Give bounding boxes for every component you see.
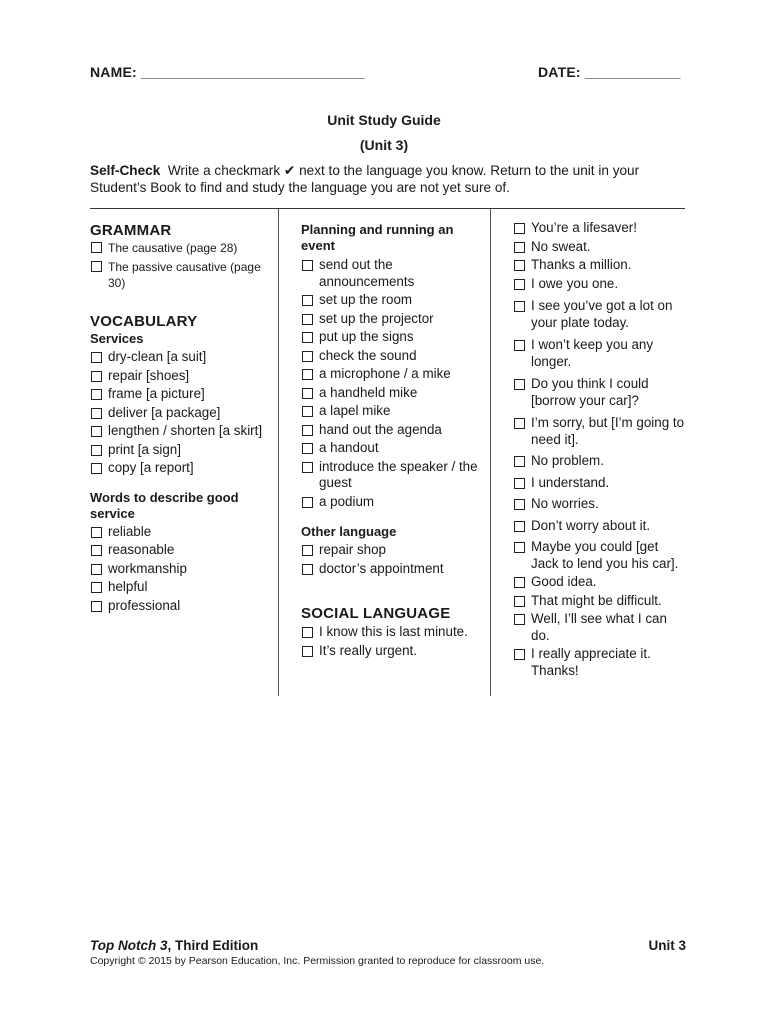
checkbox-icon[interactable] [302,627,313,638]
checklist-item [513,574,688,591]
services-heading: Services [90,331,144,346]
checklist-item [301,624,481,641]
footer-book-title [90,938,258,953]
checkbox-icon[interactable] [91,527,102,538]
checklist-item [90,386,270,403]
checklist-item-text: Maybe you could [get Jack to lend you his car]. [531,539,679,571]
checklist-item-text: print [a sign] [108,441,181,457]
checkbox-icon[interactable] [91,582,102,593]
column-grammar-vocabulary [90,220,270,616]
checklist-item [513,518,688,535]
checkbox-icon[interactable] [514,521,525,532]
checklist-item [90,460,270,477]
checkbox-icon[interactable] [91,242,102,253]
checklist-item-text: I see you’ve got a lot on your plate today. [531,298,673,330]
checklist-item [301,403,481,420]
column-planning-social [301,220,481,661]
social-language-heading: SOCIAL LANGUAGE [301,605,451,622]
checklist-item-text: It’s really urgent. [319,642,417,658]
checkbox-icon[interactable] [91,352,102,363]
checklist-item-text: repair [shoes] [108,367,190,383]
words-list [90,524,270,615]
checkbox-icon[interactable] [514,260,525,271]
checkbox-icon[interactable] [514,418,525,429]
checklist-item [90,598,270,615]
book-title: Top Notch 3 [90,938,168,953]
checklist-item [301,329,481,346]
other-language-list [301,542,481,577]
checkbox-icon[interactable] [302,497,313,508]
checklist-item [513,539,688,572]
checkbox-icon[interactable] [91,445,102,456]
checkbox-icon[interactable] [91,261,102,272]
checklist-item-text: Well, I’ll see what I can do. [531,611,667,643]
checklist-item-text: a microphone / a mike [319,366,451,381]
checklist-item-text: The causative (page 28) [108,241,238,255]
checklist-item [301,494,481,511]
checkbox-icon[interactable] [302,564,313,575]
checklist-item [90,423,270,440]
grammar-list [90,240,270,291]
checklist-item-text: introduce the speaker / the guest [319,458,478,490]
checklist-item [90,349,270,366]
footer-unit: Unit 3 [648,938,686,953]
checklist-item [90,524,270,541]
checklist-item-text: I know this is last minute. [319,624,468,639]
checklist-item-text: I really appreciate it. Thanks! [531,646,651,678]
checklist-item-text: Good idea. [531,574,597,589]
checkbox-icon[interactable] [302,332,313,343]
checklist-item-text: copy [a report] [108,460,194,475]
checklist-item-text: Do you think I could [borrow your car]? [531,376,649,408]
checklist-item-text: deliver [a package] [108,404,221,420]
checkbox-icon[interactable] [302,388,313,399]
services-list [90,349,270,477]
checklist-item-text: put up the signs [319,329,414,344]
checklist-item-text: doctor’s appointment [319,560,444,576]
checkbox-icon[interactable] [302,462,313,473]
checklist-item [513,376,688,409]
checkbox-icon[interactable] [514,542,525,553]
checklist-item [301,459,481,492]
grammar-heading: GRAMMAR [90,222,172,239]
checklist-item [301,348,481,365]
checklist-item-text: a lapel mike [319,403,391,418]
checklist-item-text: hand out the agenda [319,421,442,437]
vocabulary-heading: VOCABULARY [90,313,198,330]
checklist-item-text: No worries. [531,496,599,511]
checkbox-icon[interactable] [514,456,525,467]
checklist-item-text: a handheld mike [319,384,418,400]
checklist-item-text: set up the room [319,292,413,307]
checklist-item-text: repair shop [319,542,386,557]
checkbox-icon[interactable] [302,545,313,556]
checklist-item [90,561,270,578]
checkbox-icon[interactable] [514,279,525,290]
checklist-item-text: frame [a picture] [108,386,205,401]
unit-subtitle: (Unit 3) [359,137,409,153]
checklist-item [513,415,688,448]
checkbox-icon[interactable] [302,406,313,417]
checkbox-icon[interactable] [514,499,525,510]
checklist-item [90,405,270,422]
other-language-heading: Other language [301,524,397,539]
column-divider-2 [490,209,491,696]
self-check-text: Write a checkmark ✔ next to the language you know. Return to the unit in your Student’s Book to find and study the language you are not yet sure of. [90,163,640,195]
checklist-item [301,366,481,383]
checklist-item [301,561,481,578]
checklist-item [90,579,270,596]
checkbox-icon[interactable] [514,577,525,588]
checkbox-icon[interactable] [302,425,313,436]
checkbox-icon[interactable] [91,601,102,612]
checklist-item [301,257,481,290]
checklist-item [301,440,481,457]
checkbox-icon[interactable] [91,545,102,556]
checklist-item-text: I understand. [531,474,610,490]
checklist-item [301,311,481,328]
checkbox-icon[interactable] [302,443,313,454]
checklist-item-text: You’re a lifesaver! [531,220,637,235]
checkbox-icon[interactable] [91,371,102,382]
checklist-item-text: That might be difficult. [531,592,662,608]
checklist-item [90,368,270,385]
name-field-label: NAME: ____________________________ [90,64,365,80]
checklist-item-text: Thanks a million. [531,257,632,272]
checklist-item [513,611,688,644]
copyright-notice: Copyright © 2015 by Pearson Education, Inc. Permission granted to reproduce for classroom use. [90,955,545,967]
checkbox-icon[interactable] [91,463,102,474]
checklist-item-text: professional [108,597,181,613]
checkbox-icon[interactable] [302,295,313,306]
checklist-item [301,292,481,309]
checklist-item [513,646,688,679]
checkbox-icon[interactable] [514,242,525,253]
checklist-item [90,240,270,256]
checklist-item [513,276,688,293]
horizontal-rule [90,208,685,209]
checkbox-icon[interactable] [514,301,525,312]
checkbox-icon[interactable] [514,340,525,351]
checkbox-icon[interactable] [91,426,102,437]
checklist-item-text: set up the projector [319,310,434,326]
checklist-item [513,337,688,370]
checkbox-icon[interactable] [514,223,525,234]
checklist-item [513,593,688,610]
checklist-item-text: No sweat. [531,238,591,254]
checkbox-icon[interactable] [302,646,313,657]
column-divider-1 [278,209,279,696]
checklist-item [301,542,481,559]
checklist-item-text: send out the announcements [319,257,415,289]
checkbox-icon[interactable] [91,564,102,575]
checklist-item-text: I’m sorry, but [I’m going to need it]. [531,415,685,447]
social-language-list [301,624,481,659]
planning-list [301,257,481,510]
checkbox-icon[interactable] [91,389,102,400]
checklist-item-text: No problem. [531,453,604,468]
checklist-item-text: Don’t worry about it. [531,517,651,533]
checklist-item [513,453,688,470]
checklist-item-text: lengthen / shorten [a skirt] [108,423,263,438]
checklist-item [90,542,270,559]
checklist-item [513,239,688,256]
self-check-label: Self-Check [90,163,161,178]
checklist-item-text: I won’t keep you any longer. [531,337,654,369]
checkbox-icon[interactable] [514,379,525,390]
checklist-item-text: check the sound [319,347,417,363]
checkbox-icon[interactable] [514,649,525,660]
checklist-item [513,220,688,237]
checklist-item [301,385,481,402]
checklist-item-text: The passive causative (page 30) [108,260,261,290]
checklist-item [513,496,688,513]
page-title: Unit Study Guide [327,112,441,128]
checklist-item-text: a podium [319,493,375,509]
checkbox-icon[interactable] [302,260,313,271]
checklist-item-text: dry-clean [a suit] [108,349,207,364]
checkbox-icon[interactable] [91,408,102,419]
checklist-item-text: workmanship [108,560,187,576]
checklist-item [513,298,688,331]
checklist-item-text: I owe you one. [531,275,619,291]
checkbox-icon[interactable] [514,596,525,607]
checklist-item [513,257,688,274]
checklist-item-text: a handout [319,440,379,455]
date-field-label: DATE: ____________ [538,64,681,80]
checkbox-icon[interactable] [514,478,525,489]
checklist-item-text: reliable [108,523,152,539]
self-check-instructions [90,162,690,196]
checkbox-icon[interactable] [514,614,525,625]
checkbox-icon[interactable] [302,314,313,325]
book-edition: , Third Edition [167,938,259,953]
checklist-item [301,422,481,439]
checklist-item [90,442,270,459]
checkbox-icon[interactable] [302,369,313,380]
checklist-item-text: reasonable [108,542,175,557]
phrases-list [513,220,688,679]
checklist-item [90,259,270,291]
planning-heading: Planning and running an event [301,222,454,253]
words-heading: Words to describe good service [90,489,239,521]
checklist-item-text: helpful [108,579,148,594]
column-social-phrases [513,220,688,681]
checklist-item [513,475,688,492]
checkbox-icon[interactable] [302,351,313,362]
checklist-item [301,643,481,660]
